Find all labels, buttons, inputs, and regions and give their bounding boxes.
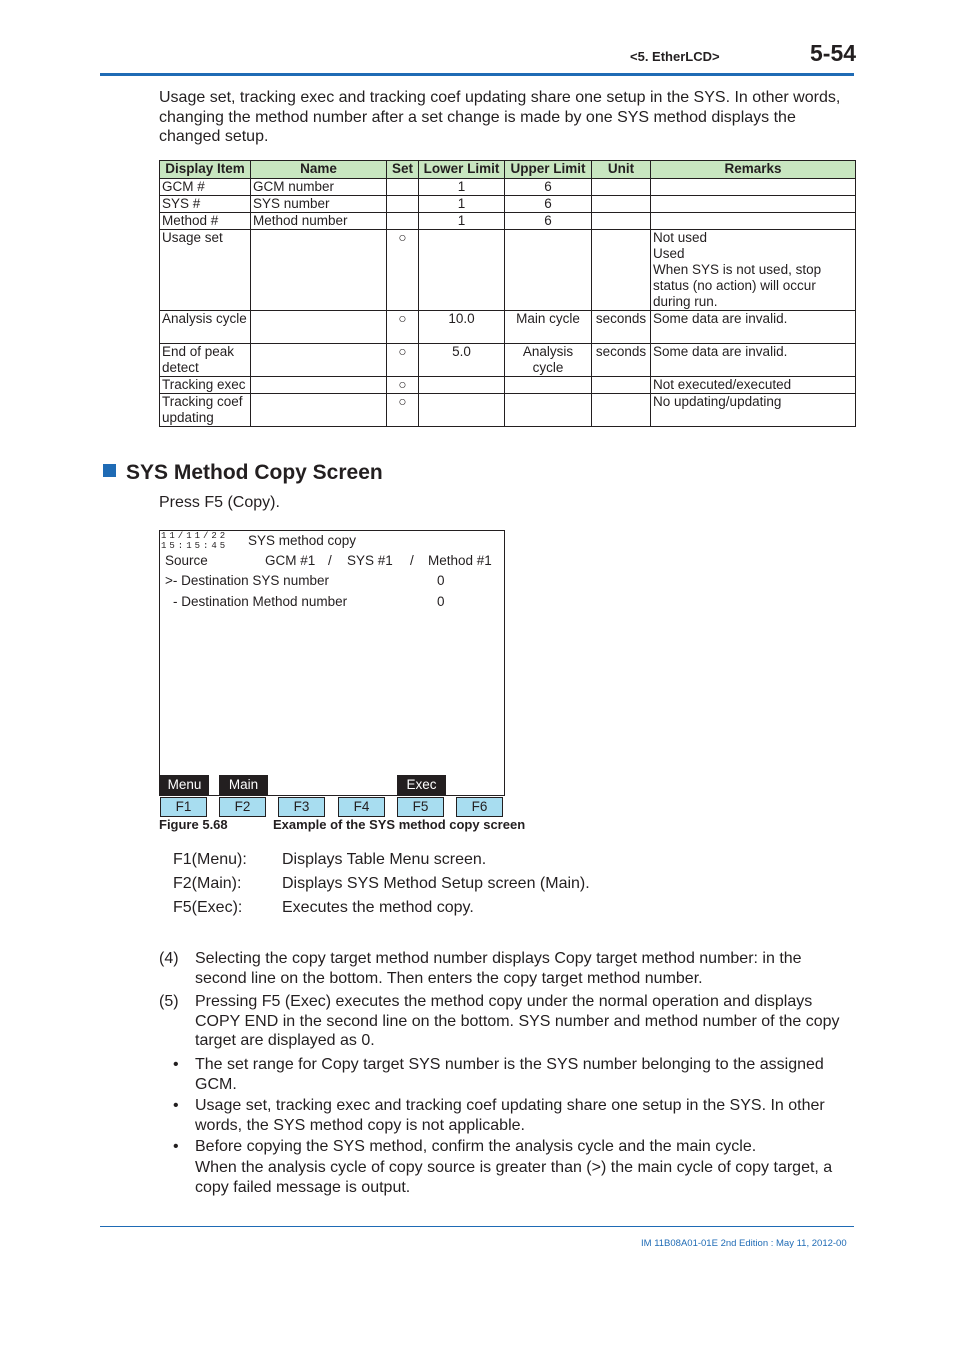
fkey-f4[interactable]: F4 <box>338 797 385 817</box>
cell: 6 <box>505 179 592 196</box>
figure-number: Figure 5.68 <box>159 817 228 832</box>
bullet-icon: • <box>173 1138 179 1155</box>
cell: ○ <box>387 344 419 377</box>
cell <box>251 344 387 377</box>
table-row <box>160 179 856 196</box>
cell: Analysis cycle <box>160 311 251 344</box>
intro-paragraph: Usage set, tracking exec and tracking coef updating share one setup in the SYS. In other words, changing the method number after a set change is made by one SYS method displays the changed setup. <box>159 89 841 145</box>
cell: GCM # <box>160 179 251 196</box>
cell <box>505 230 592 311</box>
cell: 6 <box>505 213 592 230</box>
press-instruction: Press F5 (Copy). <box>159 494 280 511</box>
section-heading <box>103 461 383 485</box>
softkey-main[interactable]: Main <box>219 775 268 795</box>
cell <box>251 377 387 394</box>
cell <box>592 230 651 311</box>
cell <box>251 230 387 311</box>
bullet-icon: • <box>173 1097 179 1114</box>
bullet-text: Usage set, tracking exec and tracking coef updating share one setup in the SYS. In other words, the SYS method copy is not applicable. <box>195 1097 825 1134</box>
page-number: 5-54 <box>810 40 857 66</box>
cell <box>592 179 651 196</box>
cell <box>592 394 651 427</box>
cell <box>592 196 651 213</box>
step-text: Selecting the copy target method number displays Copy target method number: in the second line on the bottom. Then enters the copy target method number. <box>195 950 802 987</box>
bullet-text: The set range for Copy target SYS number is the SYS number belonging to the assigned GCM. <box>195 1056 824 1093</box>
figure-caption: Example of the SYS method copy screen <box>273 817 526 832</box>
cell: 6 <box>505 196 592 213</box>
fkey-f3[interactable]: F3 <box>278 797 325 817</box>
cell <box>387 196 419 213</box>
col-set: Set <box>387 161 419 179</box>
table-row <box>160 311 856 344</box>
step-text: Pressing F5 (Exec) executes the method copy under the normal operation and displays COPY END in the second line on the bottom. SYS number and method number of the copy target are displayed as 0. <box>195 993 840 1049</box>
cell <box>592 213 651 230</box>
clock-display <box>161 531 228 551</box>
col-unit: Unit <box>592 161 651 179</box>
cell <box>651 179 856 196</box>
cell <box>419 394 505 427</box>
cell: Not used Used When SYS is not used, stop status (no action) will occur during run. <box>651 230 856 311</box>
cell: GCM number <box>251 179 387 196</box>
clock-date: 11/11/22 <box>161 531 229 541</box>
fkey-f1[interactable]: F1 <box>160 797 207 817</box>
dest-sys-value[interactable]: 0 <box>437 573 445 588</box>
cell: Some data are invalid. <box>651 311 856 344</box>
lcd-screen <box>159 530 505 796</box>
cell: ○ <box>387 230 419 311</box>
dest-method-value[interactable]: 0 <box>437 594 445 609</box>
fkey-def-key: F5(Exec): <box>173 899 243 916</box>
col-upper-limit: Upper Limit <box>505 161 592 179</box>
header-rule <box>100 73 854 76</box>
fkey-def-desc: Displays SYS Method Setup screen (Main). <box>282 875 590 892</box>
source-method: Method #1 <box>428 553 492 568</box>
col-name: Name <box>251 161 387 179</box>
bullet-icon: • <box>173 1056 179 1073</box>
cell: Method # <box>160 213 251 230</box>
col-remarks: Remarks <box>651 161 856 179</box>
cell: Tracking coef updating <box>160 394 251 427</box>
cell: ○ <box>387 394 419 427</box>
fkey-f5[interactable]: F5 <box>397 797 444 817</box>
cell <box>419 230 505 311</box>
table-row <box>160 196 856 213</box>
footer-text: IM 11B08A01-01E 2nd Edition : May 11, 2012-00 <box>641 1238 847 1249</box>
col-lower-limit: Lower Limit <box>419 161 505 179</box>
cell: ○ <box>387 311 419 344</box>
source-gcm: GCM #1 <box>265 553 316 568</box>
cell: Analysis cycle <box>505 344 592 377</box>
fkey-f6[interactable]: F6 <box>456 797 503 817</box>
clock-time: 15:15:45 <box>161 541 229 551</box>
cell: ○ <box>387 377 419 394</box>
source-separator-1: / <box>328 553 332 568</box>
cell: Not executed/executed <box>651 377 856 394</box>
bullet-text: Before copying the SYS method, confirm the analysis cycle and the main cycle. <box>195 1138 757 1155</box>
source-label: Source <box>165 553 208 568</box>
cell: Main cycle <box>505 311 592 344</box>
cell: Method number <box>251 213 387 230</box>
dest-sys-label[interactable]: >- Destination SYS number <box>165 573 329 588</box>
softkey-menu[interactable]: Menu <box>160 775 209 795</box>
cell <box>419 377 505 394</box>
cell: Tracking exec <box>160 377 251 394</box>
cell: 5.0 <box>419 344 505 377</box>
cell: 1 <box>419 213 505 230</box>
chapter-label: <5. EtherLCD> <box>630 49 720 64</box>
section-title: SYS Method Copy Screen <box>126 461 383 484</box>
fkey-f2[interactable]: F2 <box>219 797 266 817</box>
col-display-item: Display Item <box>160 161 251 179</box>
table-row <box>160 230 856 311</box>
cell: 1 <box>419 196 505 213</box>
table-row <box>160 394 856 427</box>
bullet-continuation: When the analysis cycle of copy source is greater than (>) the main cycle of copy target, a copy failed message is output. <box>195 1159 833 1196</box>
cell <box>505 377 592 394</box>
cell: 1 <box>419 179 505 196</box>
table-row <box>160 377 856 394</box>
cell: No updating/updating <box>651 394 856 427</box>
cell <box>592 377 651 394</box>
footer-rule <box>100 1226 854 1227</box>
fkey-def-desc: Displays Table Menu screen. <box>282 851 487 868</box>
table-header-row <box>160 161 856 179</box>
fkey-def-key: F1(Menu): <box>173 851 247 868</box>
cell <box>387 179 419 196</box>
cell <box>251 311 387 344</box>
cell: seconds <box>592 311 651 344</box>
screen-title: SYS method copy <box>248 533 357 548</box>
softkey-exec[interactable]: Exec <box>397 775 446 795</box>
source-separator-2: / <box>410 553 414 568</box>
cell: SYS # <box>160 196 251 213</box>
step-number: (4) <box>159 950 179 967</box>
cell: Some data are invalid. <box>651 344 856 377</box>
table-row <box>160 344 856 377</box>
step-number: (5) <box>159 993 179 1010</box>
fkey-def-key: F2(Main): <box>173 875 242 892</box>
square-bullet-icon <box>103 464 116 477</box>
cell: SYS number <box>251 196 387 213</box>
fkey-def-desc: Executes the method copy. <box>282 899 474 916</box>
cell <box>251 394 387 427</box>
dest-method-label[interactable]: - Destination Method number <box>173 594 348 609</box>
cell: 10.0 <box>419 311 505 344</box>
table-row <box>160 213 856 230</box>
cell <box>651 196 856 213</box>
cell: End of peak detect <box>160 344 251 377</box>
cell: Usage set <box>160 230 251 311</box>
source-sys: SYS #1 <box>347 553 393 568</box>
parameter-table <box>159 160 856 427</box>
cell <box>505 394 592 427</box>
cell: seconds <box>592 344 651 377</box>
cell <box>651 213 856 230</box>
cell <box>387 213 419 230</box>
